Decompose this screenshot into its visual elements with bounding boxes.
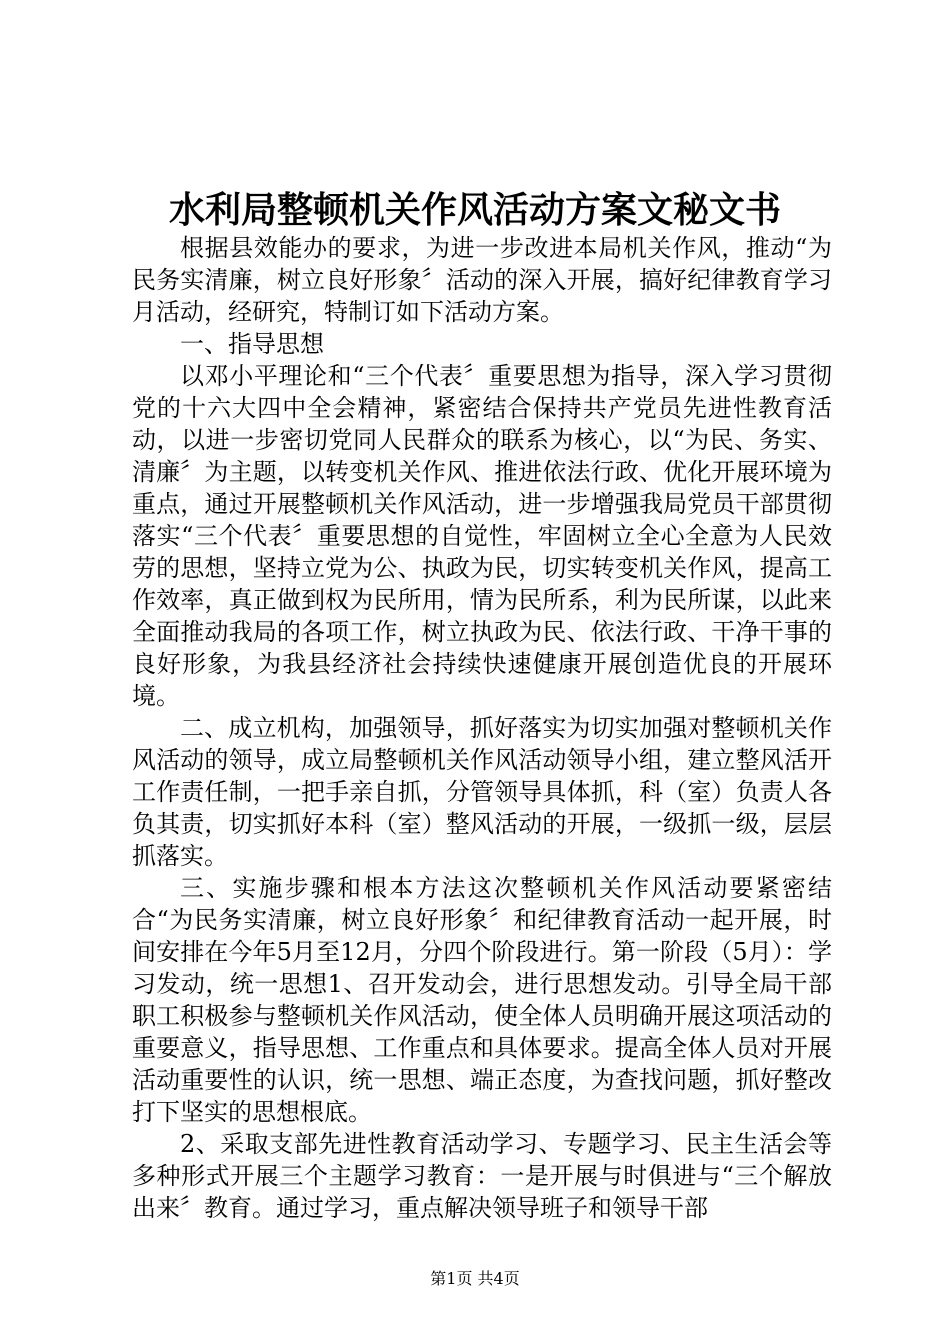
document-body — [132, 232, 832, 1224]
paragraph-guiding-thought: 以邓小平理论和“三个代表〞重要思想为指导，深入学习贯彻党的十六大四中全会精神，紧密结合保持共产党员先进性教育活动，以进一步密切党同人民群众的联系为核心，以“为民、务实、清廉〞为主题，以转变机关作风、推进依法行政、优化开展环境为重点，通过开展整顿机关作风活动，进一步增强我局党员干部贯彻落实“三个代表〞重要思想的自觉性，牢固树立全心全意为人民效劳的思想，坚持立党为公、执政为民，切实转变机关作风，提高工作效率，真正做到权为民所用，情为民所系，利为民所谋，以此来全面推动我局的各项工作，树立执政为民、依法行政、干净干事的良好形象，为我县经济社会持续快速健康开展创造优良的开展环境。 — [132, 362, 832, 710]
document-title: 水利局整顿机关作风活动方案文秘文书 — [168, 189, 781, 231]
paragraph-organization: 二、成立机构，加强领导，抓好落实为切实加强对整顿机关作风活动的领导，成立局整顿机关作风活动领导小组，建立整风活开工作责任制，一把手亲自抓，分管领导具体抓，科（室）负责人各负其责，切实抓好本科（室）整风活动的开展，一级抓一级，层层抓落实。 — [132, 714, 832, 870]
paragraph-intro: 根据县效能办的要求，为进一步改进本局机关作风，推动“为民务实清廉，树立良好形象〞活动的深入开展，搞好纪律教育学习月活动，经研究，特制订如下活动方案。 — [132, 234, 832, 326]
paragraph-implementation: 三、实施步骤和根本方法这次整顿机关作风活动要紧密结合“为民务实清廉，树立良好形象〞和纪律教育活动一起开展，时间安排在今年5月至12月，分四个阶段进行。第一阶段（5月）：学习发动，统一思想1、召开发动会，进行思想发动。引导全局干部职工积极参与整顿机关作风活动，使全体人员明确开展这项活动的重要意义，指导思想、工作重点和具体要求。提高全体人员对开展活动重要性的认识，统一思想、端正态度，为查找问题，抓好整改打下坚实的思想根底。 — [132, 874, 832, 1126]
paragraph-study-methods: 2、采取支部先进性教育活动学习、专题学习、民主生活会等多种形式开展三个主题学习教育：一是开展与时俱进与“三个解放出来〞教育。通过学习，重点解决领导班子和领导干部 — [132, 1130, 832, 1222]
heading-guiding-thought: 一、指导思想 — [180, 330, 324, 358]
page-footer: 第1页 共4页 — [430, 1269, 520, 1288]
